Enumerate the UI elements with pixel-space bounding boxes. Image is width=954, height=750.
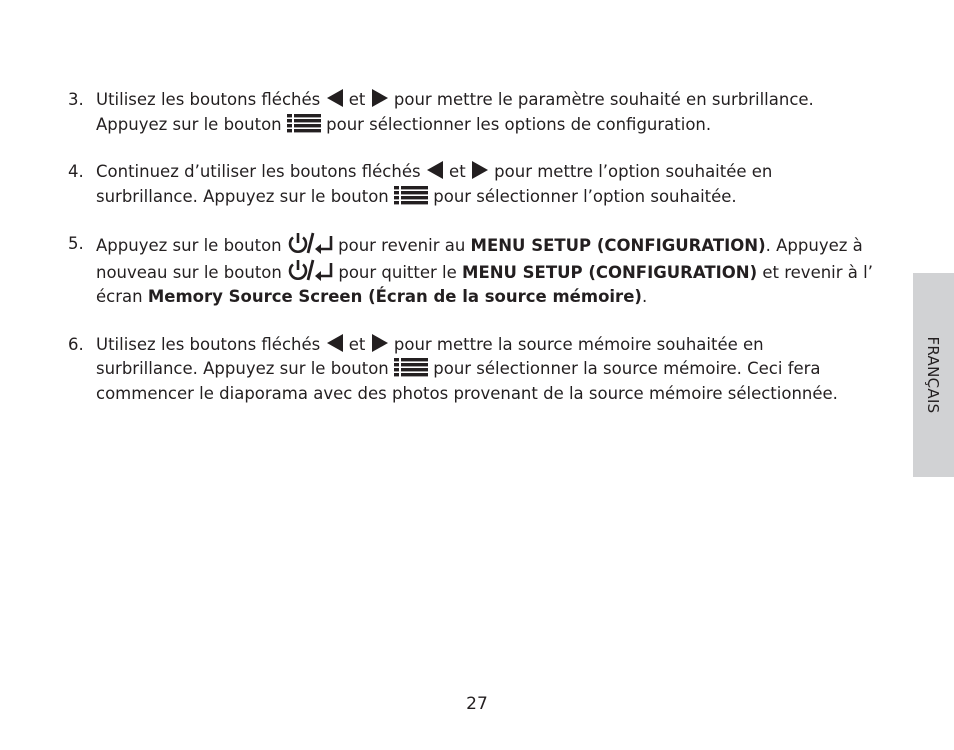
text-run: et revenir à l’ [757, 262, 873, 282]
text-run: écran [96, 287, 148, 306]
language-tab [913, 273, 954, 477]
text-run: . [641, 287, 648, 306]
text-run: et [443, 162, 471, 181]
text-run: pour mettre la source mémoire souhaitée en [388, 334, 764, 354]
step-6 [68, 333, 888, 407]
right-arrow-icon [371, 88, 389, 108]
step-line [96, 333, 888, 358]
text-run: pour sélectionner l’option souhaitée. [428, 186, 737, 206]
step-number: 6. [68, 334, 84, 354]
language-tab-label: FRANÇAIS [924, 336, 942, 414]
step-3 [68, 88, 888, 137]
step-text [96, 232, 888, 310]
power-enter-icon [287, 232, 333, 254]
text-run: et [343, 90, 371, 109]
text-run: pour sélectionner les options de configuration. [320, 114, 712, 134]
memory-source-screen-label: Memory Source Screen (Écran de la source mémoire) [147, 287, 642, 306]
step-text [96, 160, 888, 209]
text-run: surbrillance. Appuyez sur le bouton [96, 186, 394, 206]
step-number: 5. [68, 234, 84, 253]
step-line [96, 232, 888, 259]
step-line [96, 185, 888, 210]
step-number: 3. [68, 90, 84, 109]
step-4 [68, 160, 888, 209]
text-run: Appuyez sur le bouton [96, 114, 287, 134]
page-number: 27 [466, 694, 488, 714]
text-run: pour mettre l’option souhaitée en [488, 162, 773, 181]
step-line [96, 113, 888, 138]
menu-setup-label: MENU SETUP (CONFIGURATION) [462, 262, 758, 282]
step-number: 4. [68, 162, 84, 181]
text-run: pour sélectionner la source mémoire. Ceci fera [428, 359, 821, 378]
step-text [96, 333, 888, 407]
text-run: Utilisez les boutons fléchés [96, 334, 326, 354]
step-line: commencer le diaporama avec des photos provenant de la source mémoire sélectionnée. [96, 383, 838, 403]
menu-icon [287, 113, 321, 133]
text-run: Appuyez sur le bouton [96, 236, 287, 255]
step-text [96, 88, 888, 137]
power-enter-icon [287, 259, 333, 281]
text-run: pour revenir au [332, 236, 471, 255]
left-arrow-icon [326, 88, 344, 108]
text-run: . Appuyez à [765, 236, 863, 255]
menu-setup-label: MENU SETUP (CONFIGURATION) [470, 236, 766, 255]
step-line [96, 357, 888, 382]
step-line [96, 88, 888, 113]
text-run: pour quitter le [333, 262, 463, 282]
right-arrow-icon [371, 333, 389, 353]
left-arrow-icon [326, 333, 344, 353]
text-run: nouveau sur le bouton [96, 262, 288, 282]
text-run: Utilisez les boutons fléchés [96, 90, 326, 109]
step-line [96, 160, 888, 185]
menu-icon [394, 185, 428, 205]
menu-icon [394, 357, 428, 377]
step-line [96, 285, 888, 310]
right-arrow-icon [471, 160, 489, 180]
instructions [68, 88, 888, 429]
text-run: surbrillance. Appuyez sur le bouton [96, 359, 394, 378]
left-arrow-icon [426, 160, 444, 180]
text-run: et [343, 334, 371, 354]
text-run: pour mettre le paramètre souhaité en surbrillance. [388, 90, 814, 109]
step-5 [68, 232, 888, 310]
step-line [96, 259, 888, 286]
text-run: Continuez d’utiliser les boutons fléchés [96, 162, 426, 181]
